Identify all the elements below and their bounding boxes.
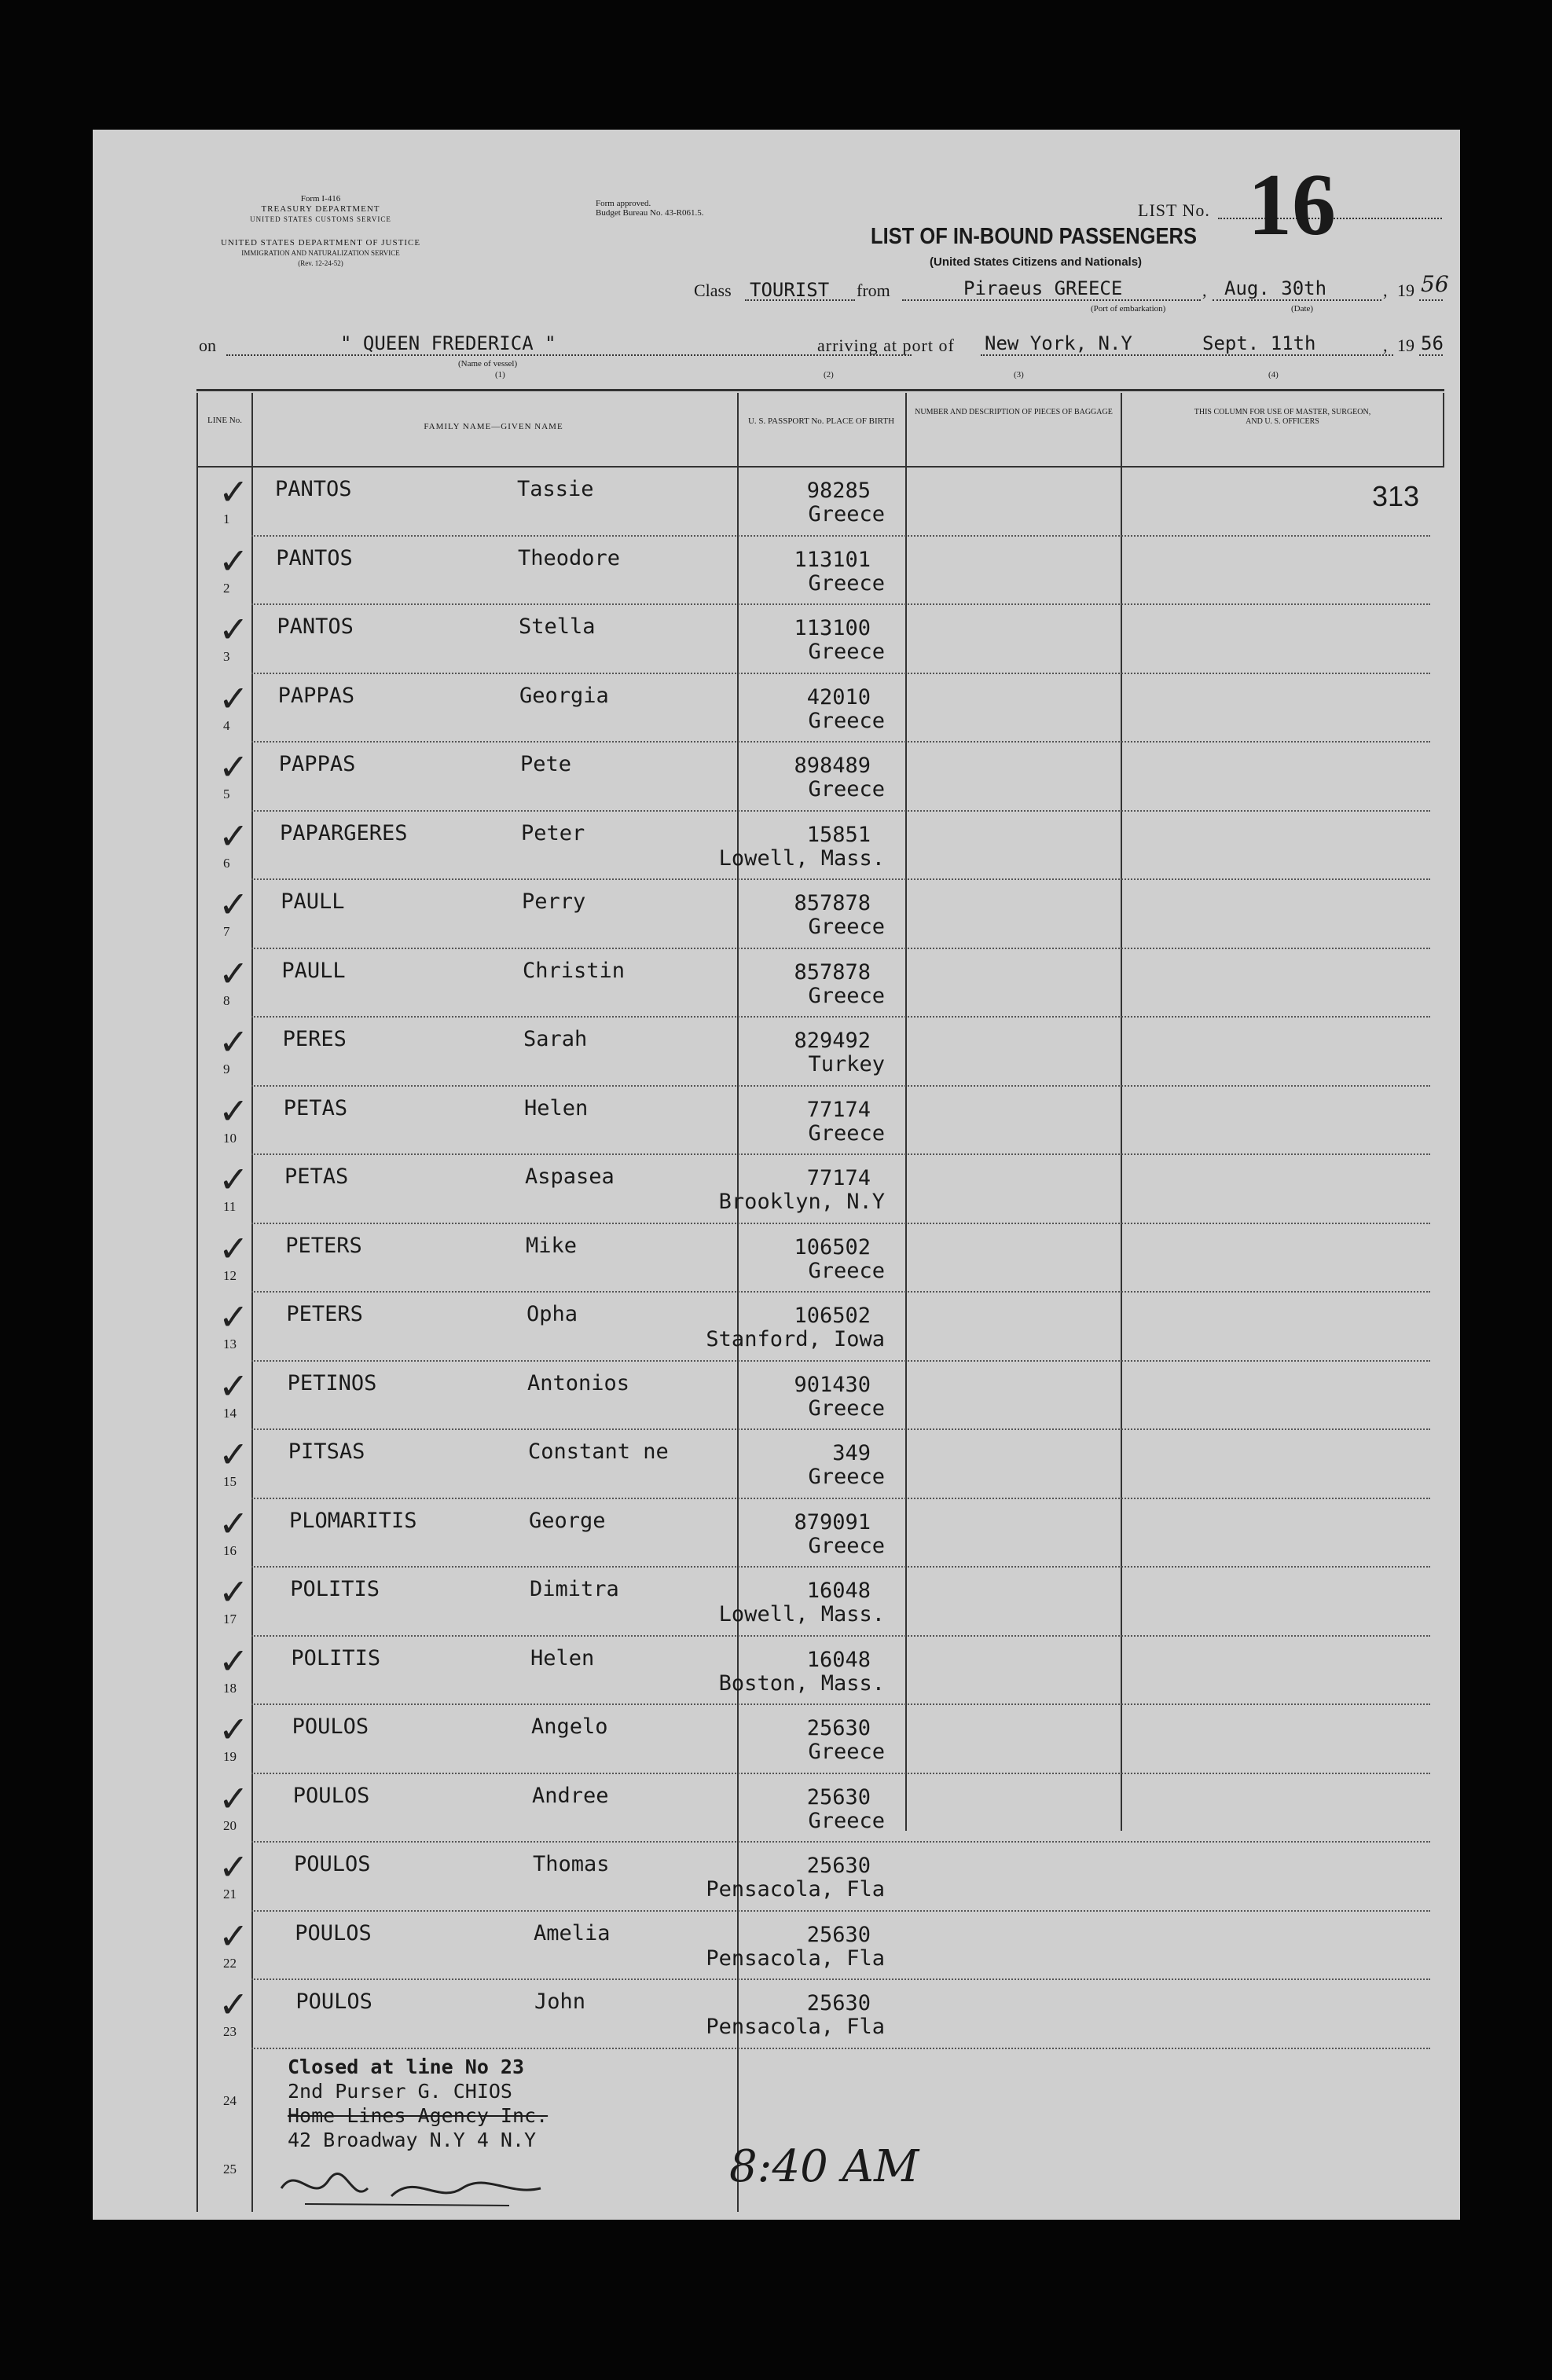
comma-sep: , (1383, 336, 1388, 355)
from-value: Piraeus GREECE (963, 277, 1123, 299)
checkmark-icon: ✓ (218, 539, 249, 582)
given-name: Theodore (518, 545, 621, 570)
line-number: 6 (223, 855, 230, 871)
treasury-label: TREASURY DEPARTMENT (261, 204, 380, 214)
family-name: PAPARGERES (280, 820, 408, 845)
row-separator (251, 2048, 1430, 2049)
line-number: 8 (223, 992, 230, 1008)
year-rule (1419, 299, 1443, 301)
justice-block (203, 238, 438, 269)
line-number: 5 (223, 787, 230, 801)
passport-number: 25630 (806, 1716, 871, 1740)
revision-label: (Rev. 12-24-52) (298, 259, 343, 267)
name-col-divider (737, 393, 739, 2212)
checkmark-icon: ✓ (218, 1571, 249, 1613)
row-separator (251, 1978, 1430, 1980)
line-number: 25 (223, 2162, 237, 2176)
header-officers: THIS COLUMN FOR USE OF MASTER, SURGEON, AND U. S. OFFICERS (1194, 408, 1371, 426)
closing-block (288, 2055, 548, 2152)
checkmark-icon: ✓ (218, 1777, 249, 1820)
passport-number: 857878 (794, 959, 871, 985)
place-of-birth: Greece (808, 1395, 885, 1421)
family-name: POLITIS (291, 1645, 381, 1670)
row-separator (251, 1428, 1430, 1430)
officer-annotation: 313 (1372, 480, 1420, 512)
date-rule (1213, 299, 1381, 301)
given-name: Angelo (531, 1714, 608, 1739)
place-of-birth: Greece (808, 708, 885, 733)
family-name: POULOS (295, 1989, 372, 2014)
place-of-birth: Greece (808, 640, 885, 664)
line-number: 2 (223, 580, 230, 596)
given-name: Mike (526, 1233, 578, 1258)
from-rule (902, 299, 1201, 301)
line-col-divider (251, 393, 253, 2212)
justice-label: UNITED STATES DEPARTMENT OF JUSTICE (220, 238, 421, 248)
manifest-sheet (93, 130, 1460, 2220)
given-name: John (534, 1989, 586, 2014)
row-separator (251, 1841, 1430, 1843)
given-name: Antonios (527, 1370, 630, 1395)
row-separator (251, 1360, 1430, 1362)
given-name: Amelia (534, 1920, 611, 1945)
passport-number: 25630 (806, 1854, 871, 1878)
col-4-marker: (4) (1268, 370, 1279, 380)
line-number: 11 (223, 1199, 237, 1214)
table-left-border (196, 393, 198, 2212)
checkmark-icon: ✓ (218, 608, 249, 651)
arrival-year-prefix: 19 (1397, 336, 1414, 355)
given-name: Stella (519, 614, 596, 639)
place-of-birth: Pensacola, Fla (706, 1945, 885, 1971)
handwritten-time: 8:40 AM (729, 2141, 919, 2192)
place-of-birth: Greece (808, 777, 885, 801)
class-value: TOURIST (750, 279, 830, 301)
given-name: Christin (523, 958, 626, 983)
row-separator (251, 1085, 1430, 1087)
checkmark-icon: ✓ (218, 1089, 249, 1132)
row-separator (251, 1498, 1430, 1499)
checkmark-icon: ✓ (218, 1846, 249, 1888)
ins-label: IMMIGRATION AND NATURALIZATION SERVICE (241, 249, 400, 257)
passport-number: 25630 (806, 1991, 871, 2015)
given-name: Peter (521, 820, 585, 845)
family-name: POULOS (292, 1714, 369, 1739)
on-label: on (199, 336, 216, 355)
checkmark-icon: ✓ (218, 1502, 249, 1545)
list-no-label: LIST No. (1138, 200, 1210, 220)
checkmark-icon: ✓ (218, 1983, 249, 2026)
passport-number: 349 (832, 1441, 871, 1465)
approval-line: Form approved. (596, 199, 651, 208)
purser-line: 2nd Purser G. CHIOS (288, 2080, 512, 2103)
place-of-birth: Stanford, Iowa (706, 1327, 885, 1351)
given-name: Georgia (519, 683, 609, 708)
page-subtitle: (United States Citizens and Nationals) (930, 255, 1143, 269)
list-no-value: 16 (1248, 156, 1336, 254)
closing-line: Closed at line No 23 (288, 2055, 525, 2078)
row-separator (251, 1223, 1430, 1224)
passport-number: 25630 (806, 1922, 871, 1947)
line-number: 3 (223, 649, 230, 664)
passport-number: 16048 (806, 1579, 871, 1603)
form-number: Form I-416 (300, 194, 341, 204)
checkmark-icon: ✓ (218, 1296, 249, 1338)
row-separator (251, 1703, 1430, 1705)
line-number: 13 (223, 1337, 237, 1351)
given-name: Opha (527, 1302, 578, 1326)
year-prefix: 19 (1397, 281, 1414, 300)
checkmark-icon: ✓ (218, 1708, 249, 1751)
header-baggage: NUMBER AND DESCRIPTION OF PIECES OF BAGGAGE (915, 408, 1113, 416)
place-of-birth: Brooklyn, N.Y (718, 1190, 885, 1214)
customs-label: UNITED STATES CUSTOMS SERVICE (250, 215, 391, 223)
checkmark-icon: ✓ (218, 1021, 249, 1063)
page-title: LIST OF IN-BOUND PASSENGERS (871, 224, 1197, 249)
line-number: 21 (223, 1887, 237, 1901)
given-name: Pete (520, 752, 572, 776)
from-label: from (857, 281, 890, 300)
arrival-rule (981, 354, 1393, 356)
table-right-border (1443, 393, 1444, 466)
row-separator (251, 948, 1430, 949)
family-name: PANTOS (275, 477, 352, 501)
agency-line: Home Lines Agency Inc. (288, 2104, 549, 2127)
family-name: PETINOS (287, 1370, 377, 1395)
row-separator (251, 1635, 1430, 1637)
passport-number: 106502 (794, 1234, 871, 1260)
passport-number: 25630 (806, 1784, 871, 1810)
table-top-border (196, 389, 1444, 391)
passport-number: 829492 (794, 1029, 871, 1053)
passport-number: 901430 (794, 1372, 871, 1397)
family-name: PLOMARITIS (289, 1508, 417, 1533)
line-number: 24 (223, 2092, 237, 2108)
given-name: Thomas (533, 1852, 610, 1876)
family-name: PITSAS (288, 1439, 365, 1464)
given-name: George (529, 1508, 606, 1533)
given-name: Helen (524, 1095, 589, 1120)
form-id-block (203, 194, 438, 225)
line-number: 17 (223, 1612, 237, 1626)
place-of-birth: Greece (808, 1533, 885, 1558)
header-name: FAMILY NAME—GIVEN NAME (424, 422, 563, 431)
arrival-year: 56 (1421, 332, 1444, 354)
checkmark-icon: ✓ (218, 814, 249, 857)
checkmark-icon: ✓ (218, 1364, 249, 1407)
given-name: Aspasea (525, 1164, 615, 1189)
place-of-birth: Pensacola, Fla (706, 2015, 885, 2039)
given-name: Sarah (523, 1027, 588, 1051)
arrival-year-rule (1419, 354, 1443, 356)
comma-sep: , (1202, 281, 1207, 300)
family-name: PANTOS (277, 614, 354, 639)
place-of-birth: Boston, Mass. (718, 1670, 885, 1696)
row-separator (251, 810, 1430, 812)
passport-number: 42010 (806, 684, 871, 710)
row-separator (251, 603, 1430, 605)
family-name: POULOS (295, 1920, 372, 1945)
passport-number: 106502 (794, 1304, 871, 1328)
line-number: 4 (223, 717, 230, 733)
family-name: PETERS (286, 1302, 363, 1326)
line-number: 7 (223, 924, 230, 939)
checkmark-icon: ✓ (218, 677, 249, 720)
row-separator (251, 1910, 1430, 1912)
inspector-signature (273, 2157, 556, 2220)
line-number: 23 (223, 2024, 237, 2039)
passport-number: 879091 (794, 1509, 871, 1535)
vessel-caption: (Name of vessel) (458, 359, 518, 369)
family-name: POLITIS (290, 1577, 380, 1601)
family-name: PAULL (281, 958, 346, 983)
family-name: PETAS (284, 1164, 349, 1189)
passport-number: 857878 (794, 891, 871, 915)
passport-number: 113101 (794, 547, 871, 572)
family-name: PERES (282, 1027, 347, 1051)
checkmark-icon: ✓ (218, 1227, 249, 1270)
family-name: PAPPAS (278, 752, 356, 776)
place-of-birth: Lowell, Mass. (718, 1602, 885, 1626)
passport-number: 898489 (794, 754, 871, 778)
row-separator (251, 1291, 1430, 1293)
line-number: 18 (223, 1680, 237, 1696)
family-name: POULOS (294, 1852, 371, 1876)
col-3-marker: (3) (1014, 370, 1024, 380)
passport-col-divider (905, 393, 907, 1831)
family-name: PETERS (285, 1233, 362, 1258)
row-separator (251, 1153, 1430, 1155)
passport-number: 113100 (794, 616, 871, 640)
col-2-marker: (2) (824, 370, 834, 380)
comma-sep: , (1383, 281, 1388, 300)
line-number: 14 (223, 1405, 237, 1421)
row-separator (251, 535, 1430, 537)
passport-number: 77174 (806, 1097, 871, 1122)
arriving-label: arriving at port of (817, 336, 955, 355)
place-of-birth: Greece (808, 1740, 885, 1764)
checkmark-icon: ✓ (218, 883, 249, 926)
family-name: POULOS (292, 1783, 370, 1808)
row-separator (251, 1566, 1430, 1568)
checkmark-icon: ✓ (218, 1433, 249, 1476)
passport-number: 15851 (806, 822, 871, 847)
given-name: Dimitra (530, 1577, 619, 1601)
checkmark-icon: ✓ (218, 1639, 249, 1682)
place-of-birth: Lowell, Mass. (718, 845, 885, 871)
given-name: Perry (522, 889, 586, 914)
col-1-marker: (1) (495, 370, 505, 380)
row-separator (251, 741, 1430, 743)
family-name: PAULL (281, 889, 345, 914)
passport-number: 16048 (806, 1647, 871, 1672)
place-of-birth: Greece (808, 570, 885, 596)
place-of-birth: Greece (808, 1120, 885, 1146)
vessel-rule (226, 354, 912, 356)
date-caption: (Date) (1291, 304, 1314, 314)
row-separator (251, 1773, 1430, 1774)
row-separator (251, 878, 1430, 880)
departure-date: Aug. 30th (1224, 277, 1327, 299)
header-bottom-border (196, 466, 1444, 468)
given-name: Andree (532, 1783, 609, 1808)
place-of-birth: Greece (808, 915, 885, 939)
row-separator (251, 673, 1430, 674)
line-number: 1 (223, 512, 230, 526)
given-name: Helen (530, 1645, 595, 1670)
checkmark-icon: ✓ (218, 471, 249, 513)
bureau-line: Budget Bureau No. 43-R061.5. (596, 208, 704, 218)
vessel-name: " QUEEN FREDERICA " (340, 332, 556, 354)
address-line: 42 Broadway N.Y 4 N.Y (288, 2129, 537, 2151)
class-label: Class (694, 281, 732, 300)
checkmark-icon: ✓ (218, 952, 249, 995)
class-rule (745, 299, 855, 301)
passport-number: 77174 (806, 1166, 871, 1190)
place-of-birth: Pensacola, Fla (706, 1877, 885, 1901)
port-caption: (Port of embarkation) (1091, 304, 1166, 314)
family-name: PAPPAS (277, 683, 355, 708)
place-of-birth: Turkey (808, 1052, 885, 1076)
header-passport: U. S. PASSPORT No. PLACE OF BIRTH (747, 416, 895, 426)
place-of-birth: Greece (808, 983, 885, 1008)
checkmark-icon: ✓ (218, 1158, 249, 1201)
line-number: 9 (223, 1062, 230, 1076)
row-separator (251, 1016, 1430, 1018)
place-of-birth: Greece (808, 1808, 885, 1833)
given-name: Tassie (517, 477, 594, 501)
passport-number: 98285 (806, 479, 871, 503)
approval-block (596, 199, 703, 218)
arrival-port: New York, N.Y (985, 332, 1132, 354)
line-number: 15 (223, 1474, 237, 1489)
line-number: 20 (223, 1817, 237, 1833)
line-number: 12 (223, 1267, 237, 1283)
line-number: 10 (223, 1130, 237, 1146)
place-of-birth: Greece (808, 1258, 885, 1283)
line-number: 22 (223, 1955, 237, 1971)
year-value: 56 (1421, 271, 1449, 297)
line-number: 16 (223, 1542, 237, 1558)
checkmark-icon: ✓ (218, 1914, 249, 1957)
place-of-birth: Greece (808, 1465, 885, 1489)
family-name: PETAS (283, 1095, 348, 1120)
place-of-birth: Greece (808, 502, 885, 526)
family-name: PANTOS (276, 545, 353, 570)
arrival-date: Sept. 11th (1202, 332, 1316, 354)
header-line-no: LINE No. (207, 416, 242, 425)
given-name: Constant ne (528, 1439, 669, 1464)
checkmark-icon: ✓ (218, 746, 249, 788)
baggage-col-divider (1121, 393, 1122, 1831)
line-number: 19 (223, 1749, 237, 1764)
